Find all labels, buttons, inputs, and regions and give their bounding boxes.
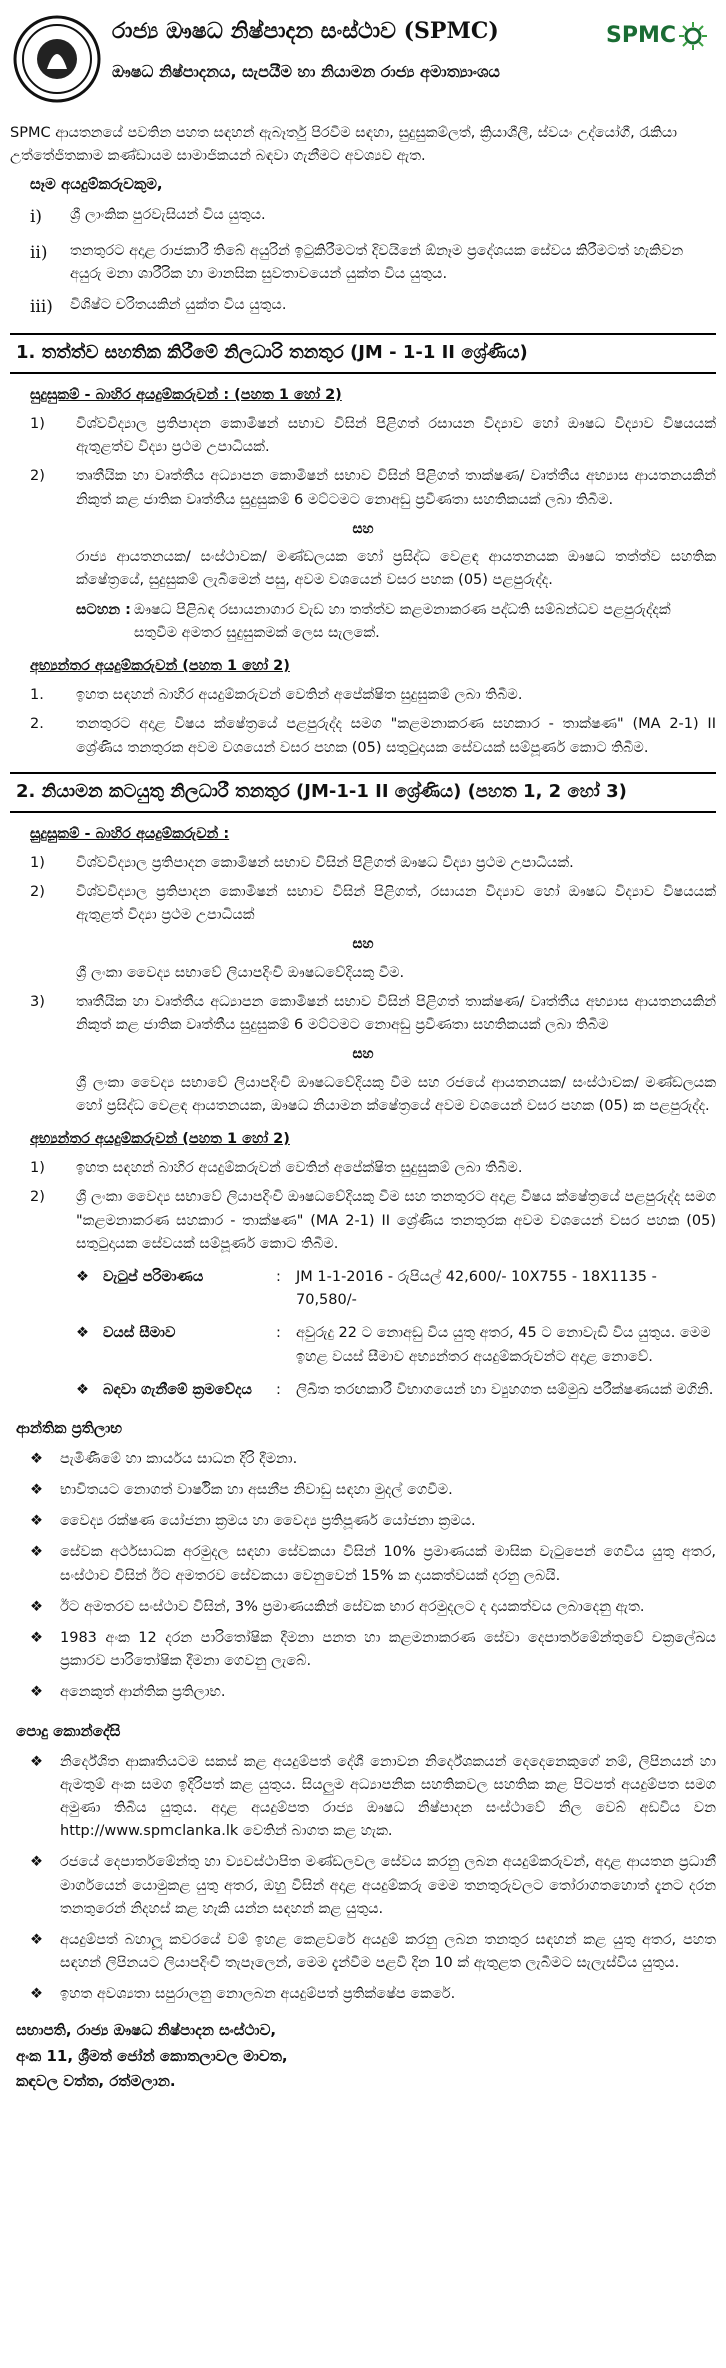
and-label: සහ [352,520,374,537]
list-item [30,713,716,759]
general-heading: සෑම අයදුම්කරුවකුම, [30,175,163,194]
and-label: සහ [352,936,374,953]
item-text: ඉහත සඳහන් බාහිර අයදුම්කරුවන් වෙතින් අපේක්ෂිත සුදුසුකම් ලබා තිබීම. [76,1160,523,1177]
diamond-bullet-icon: ❖ [30,1986,43,2003]
registration-text: ශ්‍රී ලංකා වෛද්‍ය සභාවේ ලියාපදිංචි ඖෂධවේදියකු වීම. [76,964,405,981]
list-item [30,852,716,875]
ministry-name: ඖෂධ නිෂ්පාදනය, සැපයීම හා නියාමන රාජ්‍ය අමාත්‍යාංශය [112,62,500,82]
diamond-bullet-icon: ❖ [30,1450,43,1467]
diamond-bullet-icon: ❖ [30,1684,43,1701]
item-number: 1) [30,854,45,871]
sunburst-icon [678,21,708,51]
item-number: 1) [30,416,45,433]
item-number: 1. [30,687,44,704]
address-line: කඳවල වත්ත, රත්මලාන. [16,2072,176,2091]
salary-row: ❖ වැටුප් පරිමාණය : JM 1-1-2016 - රුපියල් 42,600/- 10X755 - 18X1135 - 70,580/- [76,1266,716,1312]
list-item [30,1448,716,1471]
item-text: විශ්වවිද්‍යාල ප්‍රතිපාදන කොමිෂන් සභාව විසින් පිළිගත් රසායන විද්‍යාව හෝ ඖෂධ විද්‍යාව විෂයයක් ඇතුළත්ව විද්‍යා ප්‍රථම උපාධියක්. [76,416,716,456]
item-number: i) [30,207,43,228]
item-text: 1983 අංක 12 දරන පාරිතෝෂික දීමනා පනත හා කළමනාකරණ සේවා දෙපාර්තමේන්තුවේ චක්‍රලේඛය ප්‍රකාරව පාරිතෝෂික දීමනා ගෙවනු ලැබේ. [60,1630,716,1670]
spmc-logo [606,18,716,53]
method-label: බඳවා ගැනීමේ ක්‍රමවේදය [103,1381,252,1398]
item-number: iii) [30,296,53,317]
list-item [30,240,716,286]
item-text: භාවිතයට නොගත් වාර්ෂික හා අසනීප නිවාඩු සඳහා මුදල් ගෙවීම. [60,1482,453,1499]
general-requirements [30,204,716,321]
list-item [30,204,716,231]
item-text: තනතුරට අදාළ රාජකාරී තිබේ අයුරින් ඉටුකිරීමටත් දිවයිනේ ඕනෑම ප්‍රදේශයක සේවය කිරීමටත් හැකිවන අයුරු මනා ශාරීරික හා මානසික සුවතාවයෙන් යුක්ත විය යුතුය. [70,242,684,282]
list-item [30,1157,716,1180]
item-number: 2) [30,883,45,900]
item-text: පැමිණීමේ හා කාර්යය සාධන දිරි දීමනා. [60,1450,298,1467]
diamond-bullet-icon: ❖ [30,1753,43,1770]
item-number: 2) [30,1189,45,1206]
list-item [30,1627,716,1673]
item-text: තෘතීයික හා වෘත්තීය අධ්‍යාපන කොමිෂන් සභාව විසින් පිළිගත් තාක්ෂණ/ වෘත්තීය අභ්‍යාස ආයතනයකින් නිකුත් කළ ජාතික වෘත්තීය සුදුසුකම් 6 මට්ටමට නොඅඩු ප්‍රවීණතා සහතිකයක් ලබා තිබීම [76,993,716,1034]
logo-text: SPMC [606,23,677,48]
item-number: 3) [30,993,45,1010]
address-block [16,2018,716,2095]
section-1-internal-heading: අභ්‍යන්තර අයදුම්කරුවන් (පහත 1 හෝ 2) [30,658,290,674]
list-item [30,1681,716,1704]
item-text: ඊට අමතරව සංස්ථාව විසින්, 3% ප්‍රමාණයකින් සේවක භාර අරමුදලට ද දායකත්වය ලබාදෙනු ඇත. [60,1598,645,1615]
advertisement [10,0,716,2095]
diamond-bullet-icon: ❖ [76,1268,89,1285]
item-text: අයදුම්පත් බහාලූ කවරයේ වම් ඉහළ කෙළවරේ අයදුම් කරනු ලබන තනතුර සඳහන් කළ යුතු අතර, පහත සඳහන් ලිපිනයට ලියාපදිංචි තැපෑලෙන්, මෙම දැන්වීම පළවී දින 10 ක් ඇතුළත ලැබීමට සැලැස්විය යුතුය. [60,1931,716,1972]
list-item [30,1929,716,1975]
page-title: රාජ්‍ය ඖෂධ නිෂ්පාදන සංස්ථාව (SPMC) [112,18,499,44]
item-number: ii) [30,242,48,263]
list-item [30,1751,716,1844]
section-2-qual-heading: සුදුසුකම් - බාහිර අයදුම්කරුවන් : [30,825,230,842]
item-text: රජයේ දෙපාර්තමේන්තු හා ව්‍යවස්ථාපිත මණ්ඩලවල සේවය කරනු ලබන අයදුම්කරුවන්, අදාළ ආයතන ප්‍රධානී මාර්ගයෙන් යොමුකළ යුතු අතර, ඔහු විසින් අදාළ අයදුම්කරු මෙම තනතුරුවලට තෝරාගතහොත් දැනට දරන තනතුරෙන් නිදහස් කළ හැකි යන්න සඳහන් කළ යුතුය. [60,1854,716,1917]
item-text: තනතුරට අදාළ විෂය ක්ෂේත්‍රයේ පළපුරුද්ද සමග "කළමනාකරණ සහකාර - තාක්ෂණ" (MA 2-1) II ශ්‍රේණිය තනතුරක අවම වශයෙන් වසර පහක (05) සතුටුදායක සේවයක් සම්පූර්ණ කොට තිබීම. [76,716,716,756]
list-item [30,684,716,707]
address-line: සභාපති, රාජ්‍ය ඖෂධ නිෂ්පාදන සංස්ථාව, [16,2021,277,2040]
item-text: තෘතීයික හා වෘත්තීය අධ්‍යාපන කොමිෂන් සභාව විසින් පිළිගත් තාක්ෂණ/ වෘත්තීය අභ්‍යාස ආයතනයකින් නිකුත් කළ ජාතික වෘත්තීය සුදුසුකම් 6 මට්ටමට නොඅඩු ප්‍රවීණතා සහතිකයක් ලබා තිබීම. [76,468,716,508]
list-item [30,465,716,511]
experience-text: ශ්‍රී ලංකා වෛද්‍ය සභාවේ ලියාපදිංචි ඖෂධවේදියකු වීම සහ රජයේ ආයතනයක/ සංස්ථාවක/ මණ්ඩලයක හෝ ප්‍රසිද්ධ වෙළඳ ආයතනයක, ඖෂධ නියාමන ක්ෂේත්‍රයේ අවම වශයෙන් වසර පහක (05) ක පළපුරුද්ද. [76,1074,716,1114]
list-item [30,294,716,321]
item-text: විශ්වවිද්‍යාල ප්‍රතිපාදන කොමිෂන් සභාව විසින් පිළිගත් ඖෂධ විද්‍යා ප්‍රථම උපාධියක්. [76,854,574,871]
sri-lanka-emblem-icon [12,14,102,104]
note [76,599,716,645]
item-text: සේවක අර්ථසාධක අරමුදල සඳහා සේවකයා විසින් 10% ප්‍රමාණයක් මාසික වැටුපෙන් ගෙවිය යුතු අතර, සංස්ථාව විසින් ඊට අමතරව සේවකයා වෙනුවෙන් 15% ක දායකත්වයක් දරනු ලබයි. [60,1544,716,1584]
diamond-bullet-icon: ❖ [30,1931,43,1948]
diamond-bullet-icon: ❖ [30,1513,43,1530]
item-text: විශිෂ්ට චරිතයකින් යුක්ත විය යුතුය. [70,296,287,313]
salary-label: වැටුප් පරිමාණය [103,1268,204,1285]
age-row: ❖ වයස් සීමාව : අවුරුදු 22 ට නොඅඩු විය යුතු අතර, 45 ට නොවැඩි විය යුතුය. මෙම ඉහළ වයස් සීමාව අභ්‍යන්තර අයදුම්කරුවන්ට අදාළ නොවේ. [76,1322,716,1368]
address-line: අංක 11, ශ්‍රීමත් ජෝන් කොතලාවල මාවත, [16,2046,288,2065]
list-item [30,413,716,459]
diamond-bullet-icon: ❖ [30,1544,43,1561]
diamond-bullet-icon: ❖ [30,1482,43,1499]
list-item [30,991,716,1037]
item-text: ඉහත සඳහන් බාහිර අයදුම්කරුවන් වෙතින් අපේක්ෂිත සුදුසුකම් ලබා තිබීම. [76,687,523,704]
header [10,8,716,118]
item-text: වෛද්‍ය රක්ෂණ යෝජනා ක්‍රමය හා වෛද්‍ය ප්‍රතිපූර්ණ යෝජනා ක්‍රමය. [60,1513,476,1530]
item-number: 1) [30,1160,45,1177]
list-item [30,1541,716,1587]
item-text: අනෙකුත් ආන්තික ප්‍රතිලාභ. [60,1684,226,1701]
method-value: ලිඛිත තරඟකාරී විභාගයෙන් හා ව්‍යුහගත සම්මුඛ පරීක්ෂණයක් මගිනි. [296,1381,714,1398]
section-2-title: 2. නියාමන කටයුතු නිලධාරී තනතුර (JM-1-1 II ශ්‍රේණිය) (පහත 1, 2 හෝ 3) [10,772,716,813]
list-item [30,881,716,927]
item-number: 2) [30,468,45,485]
diamond-bullet-icon: ❖ [30,1598,43,1615]
experience-text: රාජ්‍ය ආයතනයක/ සංස්ථාවක/ මණ්ඩලයක හෝ ප්‍රසිද්ධ වෙළඳ ආයතනයක ඖෂධ තත්ත්ව සහතික ක්ෂේත්‍රයේ, සුදුසුකම් ලැබීමෙන් පසු, අවම වශයෙන් වසර පහක (05) පළපුරුද්ද. [76,549,716,589]
salary-value: JM 1-1-2016 - රුපියල් 42,600/- 10X755 - 18X1135 - 70,580/- [296,1268,657,1309]
list-item [30,1479,716,1502]
benefits-heading: ආන්තික ප්‍රතිලාභ [16,1418,123,1437]
age-label: වයස් සීමාව [103,1325,176,1342]
list-item [30,1186,716,1256]
item-text: ඉහත අවශ්‍යතා සපුරාලනු නොලබන අයදුම්පත් ප්‍රතික්ෂේප කෙරේ. [60,1986,456,2003]
and-label: සහ [352,1046,374,1063]
diamond-bullet-icon: ❖ [76,1325,89,1342]
intro-text: SPMC ආයතනයේ පවතින පහත සඳහන් ඇබෑර්තු පිරවීම සඳහා, සුදුසුකම්ලත්, ක්‍රියාශීලී, ස්වයං උද්යෝගී, රැකියා උත්තේජිතකාම කණ්ඩායම සාමාජිකයන් බඳවා ගැනීමට අවශ්‍යව ඇත. [10,125,678,165]
item-text: ශ්‍රී ලාංකික පුරවැසියන් විය යුතුය. [70,207,266,224]
section-1-qual-heading: සුදුසුකම් - බාහිර අයදුම්කරුවන් : (පහත 1 හෝ 2) [30,386,342,403]
list-item [30,1983,716,2006]
item-number: 2. [30,716,44,733]
list-item [30,1510,716,1533]
list-item [30,1851,716,1921]
section-1-title: 1. තත්ත්ව සහතික කිරීමේ නිලධාරි තනතුර (JM - 1-1 II ශ්‍රේණිය) [10,333,716,374]
section-2-internal-heading: අභ්‍යන්තර අයදුම්කරුවන් (පහත 1 හෝ 2) [30,1131,290,1148]
diamond-bullet-icon: ❖ [76,1381,89,1398]
diamond-bullet-icon: ❖ [30,1630,43,1647]
item-text: විශ්වවිද්‍යාල ප්‍රතිපාදන කොමිෂන් සභාව විසින් පිළිගත්, රසායන විද්‍යාව හෝ ඖෂධ විද්‍යාව විෂයයක් ඇතුළත් විද්‍යා ප්‍රථම උපාධියක් [76,883,716,924]
diamond-bullet-icon: ❖ [30,1854,43,1871]
item-text: ශ්‍රී ලංකා වෛද්‍ය සභාවේ ලියාපදිංචි ඖෂධවේදියකු වීම සහ තනතුරට අදාළ විෂය ක්ෂේත්‍රයේ පළපුරුද්ද සමග "කළමනාකරණ සහකාර - තාක්ෂණ" (MA 2-1) II ශ්‍රේණිය තනතුරක අවම වශයෙන් වසර පහක (05) සතුටුදායක සේවයක් සම්පූර්ණ කොට තිබීම. [76,1189,716,1252]
general-notes-heading: පොදු කොන්දේසි [16,1721,121,1740]
age-value: අවුරුදු 22 ට නොඅඩු විය යුතු අතර, 45 ට නොවැඩි විය යුතුය. මෙම ඉහළ වයස් සීමාව අභ්‍යන්තර අයදුම්කරුවන්ට අදාළ නොවේ. [296,1325,711,1365]
method-row: ❖ බඳවා ගැනීමේ ක්‍රමවේදය : ලිඛිත තරඟකාරී විභාගයෙන් හා ව්‍යුහගත සම්මුඛ පරීක්ෂණයක් මගිනි. [76,1379,716,1402]
note-label: සටහන : [76,601,131,618]
note-text: ඖෂධ පිළිබඳ රසායනාගාර වැඩ හා තත්ත්ව කළමනාකරණ පද්ධති සම්බන්ධව පළපුරුද්දක් සතුවීම අමතර සුදුසුකමක් ලෙස සැලකේ. [134,601,671,641]
item-text: නිර්දේශිත ආකෘතියටම සකස් කළ අයදුම්පත් දේශී නොවන නිර්දේශකයන් දෙදෙනෙකුගේ නම්, ලිපිනයන් හා ඇමතුම් අංක සමග ඉදිරිපත් කළ යුතුය. සියලුම අධ්‍යාපනික සහතිකවල සහතික කළ පිටපත් අයදුම්පත සමග අමුණා තිබිය යුතුය. අදාළ අයදුම්පත රාජ්‍ය ඖෂධ නිෂ්පාදන සංස්ථාවේ නිල වෙබ් අඩවිය වන http://www.spmclanka.lk වෙතින් බාගත කළ හැක. [60,1753,716,1840]
list-item [30,1596,716,1619]
